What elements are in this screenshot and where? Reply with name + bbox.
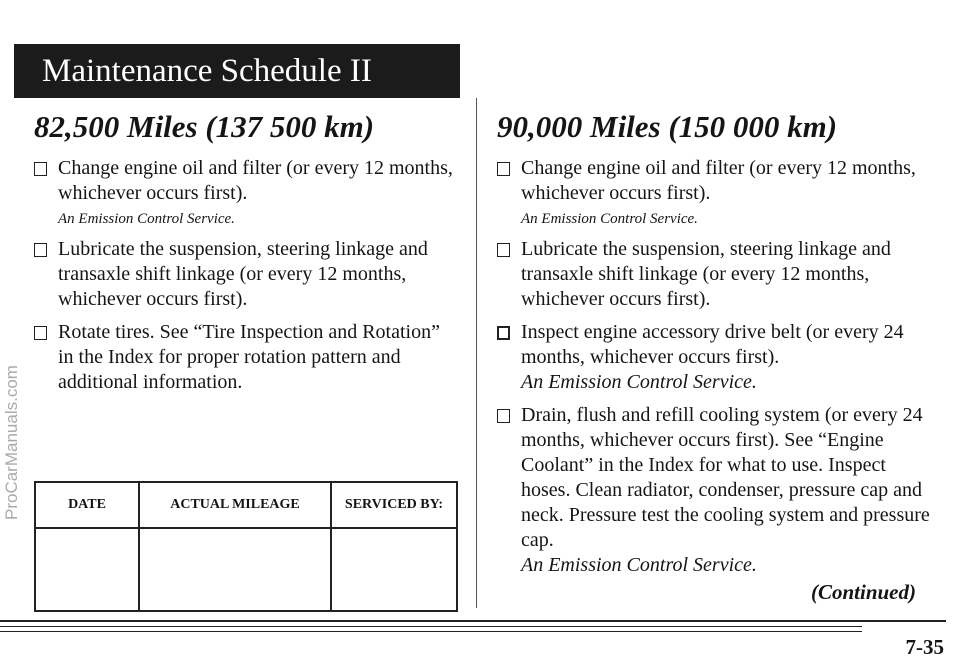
- table-header-actual-mileage: ACTUAL MILEAGE: [139, 482, 331, 528]
- checklist-item: [497, 320, 937, 395]
- table-row: [35, 528, 457, 611]
- item-text: Change engine oil and filter (or every 12 months, whichever occurs first).: [521, 157, 916, 204]
- interval-title-82500: 82,500 Miles (137 500 km): [34, 109, 375, 144]
- item-text: Drain, flush and refill cooling system (or every 24 months, whichever occurs first). See “Engine Coolant” in the Index for what to use. Inspect hoses. Clean radiator, condenser, pressure cap and neck. Pressure test the cooling system and pressure cap.: [521, 404, 930, 551]
- left-column: [34, 108, 454, 403]
- emission-note: An Emission Control Service.: [521, 554, 757, 576]
- checklist-item: [34, 156, 454, 229]
- column-divider: [476, 98, 477, 608]
- item-text: Lubricate the suspension, steering linkage and transaxle shift linkage (or every 12 months, whichever occurs first).: [521, 238, 891, 310]
- footer-rule: [0, 626, 862, 627]
- section-header: Maintenance Schedule II: [14, 44, 460, 98]
- table-header-serviced-by: SERVICED BY:: [331, 482, 457, 528]
- item-text: Lubricate the suspension, steering linkage and transaxle shift linkage (or every 12 months, whichever occurs first).: [58, 238, 428, 310]
- service-record-table: [34, 481, 458, 612]
- footer-rule: [0, 631, 862, 632]
- checkbox-icon[interactable]: [34, 243, 47, 257]
- checklist-item: [34, 320, 454, 395]
- checkbox-icon[interactable]: [497, 162, 510, 176]
- mileage-cell[interactable]: [139, 528, 331, 611]
- emission-note: An Emission Control Service.: [521, 371, 757, 393]
- item-text: Inspect engine accessory drive belt (or every 24 months, whichever occurs first).: [521, 321, 904, 368]
- continued-label: (Continued): [810, 580, 916, 604]
- table-header-date: DATE: [35, 482, 139, 528]
- page-number: 7-35: [905, 635, 944, 659]
- checkbox-icon[interactable]: [497, 326, 510, 340]
- item-text: Change engine oil and filter (or every 12 months, whichever occurs first).: [58, 157, 453, 204]
- checklist-item: [34, 237, 454, 312]
- emission-note: An Emission Control Service.: [521, 211, 698, 227]
- checklist-item: [497, 403, 937, 578]
- date-cell[interactable]: [35, 528, 139, 611]
- right-column: [497, 108, 937, 586]
- checklist-item: [497, 237, 937, 312]
- checklist-item: [497, 156, 937, 229]
- item-text: Rotate tires. See “Tire Inspection and Rotation” in the Index for proper rotation pattern and additional information.: [58, 321, 440, 393]
- checkbox-icon[interactable]: [497, 409, 510, 423]
- serviced-by-cell[interactable]: [331, 528, 457, 611]
- footer-rule: [0, 620, 946, 622]
- checkbox-icon[interactable]: [497, 243, 510, 257]
- checkbox-icon[interactable]: [34, 326, 47, 340]
- checkbox-icon[interactable]: [34, 162, 47, 176]
- interval-title-90000: 90,000 Miles (150 000 km): [497, 109, 838, 144]
- emission-note: An Emission Control Service.: [58, 211, 235, 227]
- side-watermark: ProCarManuals.com: [2, 365, 21, 520]
